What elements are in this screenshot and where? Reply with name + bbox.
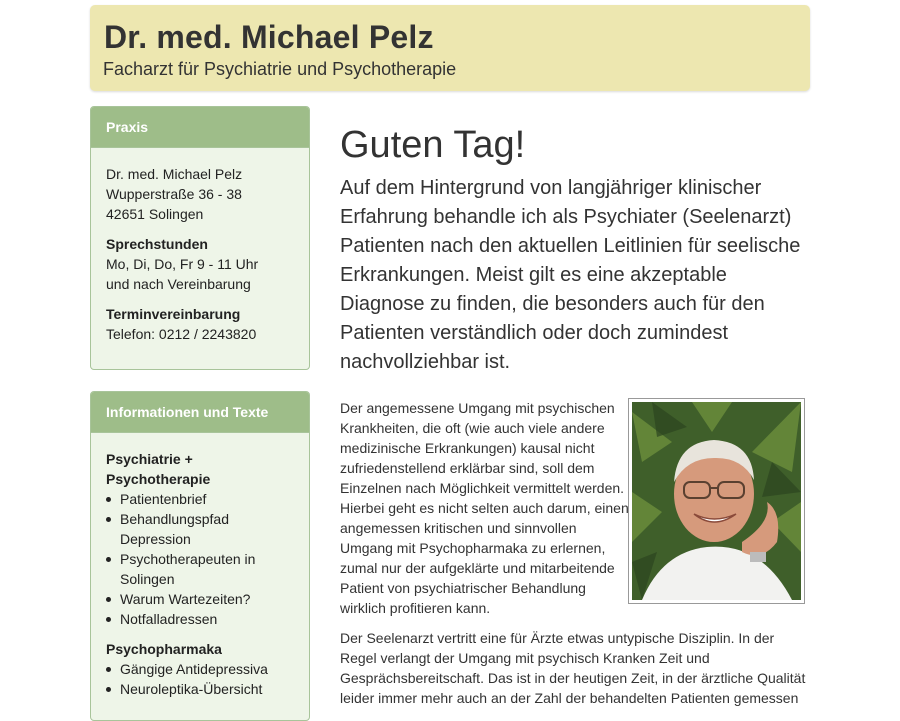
link-list-psychiatrie bbox=[106, 489, 294, 629]
list-item bbox=[106, 549, 294, 589]
site-header bbox=[90, 5, 810, 91]
info-panel bbox=[90, 391, 310, 721]
body-paragraph-2: Der Seelenarzt vertritt eine für Ärzte etwas untypische Disziplin. In der Regel verlangt der Umgang mit psychisch Kranken Zeit und Gesprächsbereitschaft. Das ist in der heutigen Zeit, in der ärztliche Qualität leider immer mehr auch an der Zahl der behandelten Patienten gemessen bbox=[340, 630, 806, 706]
link-behandlungspfad[interactable]: Behandlungspfad Depression bbox=[120, 511, 229, 547]
hours-line-2: und nach Vereinbarung bbox=[106, 276, 251, 292]
doctor-photo bbox=[628, 398, 805, 604]
info-panel-body bbox=[91, 433, 309, 721]
portrait-image bbox=[632, 402, 801, 600]
address-street: Wupperstraße 36 - 38 bbox=[106, 186, 242, 202]
list-item bbox=[106, 489, 294, 509]
link-psychotherapeuten[interactable]: Psychotherapeuten in Solingen bbox=[120, 551, 256, 587]
link-antidepressiva[interactable]: Gängige Antidepressiva bbox=[120, 661, 268, 677]
phone-number: Telefon: 0212 / 2243820 bbox=[106, 326, 257, 342]
praxis-panel-heading: Praxis bbox=[91, 107, 309, 148]
site-subtitle: Facharzt für Psychiatrie und Psychotherapie bbox=[103, 59, 457, 79]
list-item bbox=[106, 589, 294, 609]
link-notfalladressen[interactable]: Notfalladressen bbox=[120, 611, 218, 627]
list-item bbox=[106, 509, 294, 549]
body-paragraph-1: Der angemessene Umgang mit psychischen Krankheiten, die oft (wie auch viele andere medizinische Erkrankungen) kausal nicht zufriedenstellend erklärbar sind, soll dem Einzelnen nach Möglichkeit vermittelt werden. Hierbei geht es nicht selten auch darum, einen angemessen kritischen und sinnvollen Umgang mit Psychopharmaka zu erlernen, zumal nur der aufgeklärte und mitarbeitende Patient von psychiatrischer Behandlung wirklich profitieren kann. bbox=[340, 400, 629, 616]
address-name: Dr. med. Michael Pelz bbox=[106, 166, 243, 182]
list-item bbox=[106, 659, 294, 679]
link-patientenbrief[interactable]: Patientenbrief bbox=[120, 491, 207, 507]
info-panel-heading: Informationen und Texte bbox=[91, 392, 309, 433]
link-neuroleptika[interactable]: Neuroleptika-Übersicht bbox=[120, 681, 263, 697]
appointment-heading: Terminvereinbarung bbox=[106, 306, 241, 322]
praxis-panel bbox=[90, 106, 310, 370]
group-title-psychiatrie: Psychiatrie + Psychotherapie bbox=[106, 451, 211, 487]
link-list-psychopharmaka bbox=[106, 659, 294, 699]
page-title: Guten Tag! bbox=[340, 124, 526, 166]
list-item bbox=[106, 679, 294, 699]
lead-paragraph: Auf dem Hintergrund von langjähriger klinischer Erfahrung behandle ich als Psychiater (Seelenarzt) Patienten nach den aktuellen Leitlinien für seelische Erkrankungen. Meist gilt es eine akzeptable Diagnose zu finden, die besonders auch für den Patienten verständlich oder doch zumindest nachvollziehbar ist. bbox=[340, 177, 801, 373]
hours-heading: Sprechstunden bbox=[106, 236, 208, 252]
praxis-panel-body bbox=[91, 148, 309, 356]
group-title-psychopharmaka: Psychopharmaka bbox=[106, 641, 222, 657]
hours-line-1: Mo, Di, Do, Fr 9 - 11 Uhr bbox=[106, 256, 259, 272]
site-title[interactable]: Dr. med. Michael Pelz bbox=[104, 19, 434, 55]
main-content bbox=[340, 122, 810, 706]
address-city: 42651 Solingen bbox=[106, 206, 204, 222]
list-item bbox=[106, 609, 294, 629]
link-wartezeiten[interactable]: Warum Wartezeiten? bbox=[120, 591, 251, 607]
